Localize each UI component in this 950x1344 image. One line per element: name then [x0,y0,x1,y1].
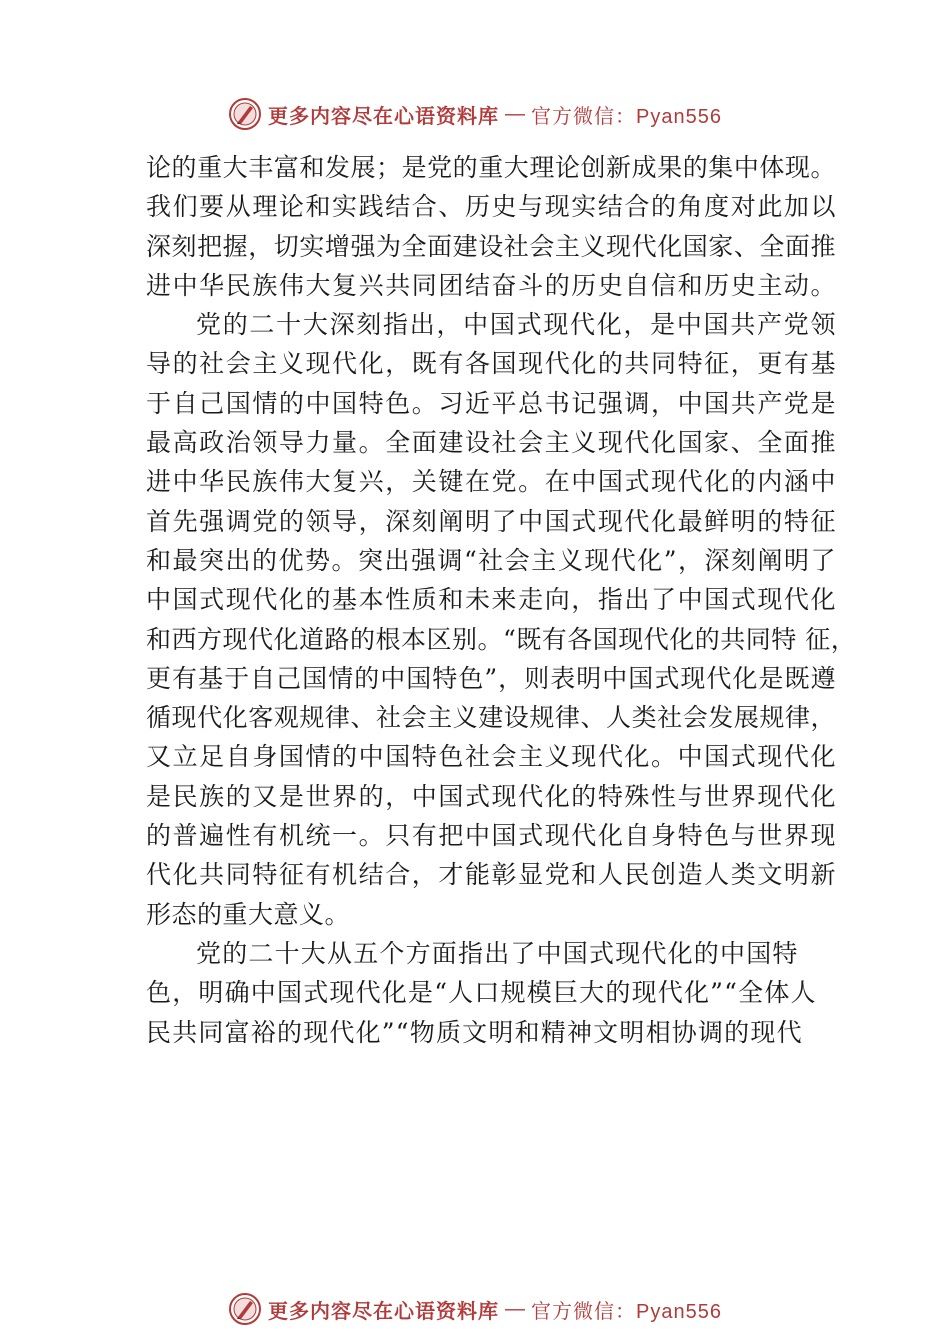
body-line: 我们要从理论和实践结合、历史与现实结合的角度对此加以 [146,192,836,222]
body-line: 色，明确中国式现代化是“人口规模巨大的现代化”“全体人 [146,978,817,1008]
body-line: 更有基于自己国情的中国特色”，则表明中国式现代化是既遵 [146,663,836,693]
body-line: 是民族的又是世界的，中国式现代化的特殊性与世界现代化 [146,781,836,811]
body-line: 又立足自身国情的中国特色社会主义现代化。中国式现代化 [146,742,836,772]
footer-brand-text: 更多内容尽在心语资料库 [268,1298,500,1323]
body-line: 民共同富裕的现代化”“物质文明和精神文明相协调的现代 [146,1017,803,1047]
paragraph-last-line: 形态的重大意义。 [146,899,351,929]
body-line: 进中华民族伟大复兴共同团结奋斗的历史自信和历史主动。 [146,270,836,300]
paragraph-first-line: 党的二十大深刻指出，中国式现代化，是中国共产党领 [196,310,836,340]
body-line: 代化共同特征有机结合，才能彰显党和人民创造人类文明新 [146,860,836,890]
body-line: 首先强调党的领导，深刻阐明了中国式现代化最鲜明的特征 [146,506,836,536]
paragraph-first-line: 党的二十大从五个方面指出了中国式现代化的中国特 [196,938,799,968]
header-wechat-text: 官方微信：Pyan556 [531,105,722,128]
footer-separator: — [505,1297,526,1320]
header-separator: — [505,102,526,125]
body-line: 论的重大丰富和发展；是党的重大理论创新成果的集中体现。 [146,153,836,182]
body-line: 导的社会主义现代化，既有各国现代化的共同特征，更有基 [146,349,836,379]
body-line: 和西方现代化道路的根本区别。“既有各国现代化的共同特 征， [146,624,857,654]
body-line: 深刻把握，切实增强为全面建设社会主义现代化国家、全面推 [146,231,836,261]
quill-pen-seal-icon [228,1292,262,1326]
body-line: 中国式现代化的基本性质和未来走向，指出了中国式现代化 [146,585,836,615]
footer-wechat-text: 官方微信：Pyan556 [531,1300,722,1323]
footer-watermark-banner [0,1289,950,1329]
document-body [146,148,857,1052]
header-watermark-banner [0,94,950,134]
body-line: 进中华民族伟大复兴，关键在党。在中国式现代化的内涵中 [146,467,836,497]
quill-pen-seal-icon [228,97,262,131]
body-line: 的普遍性有机统一。只有把中国式现代化自身特色与世界现 [146,821,836,851]
body-line: 和最突出的优势。突出强调“社会主义现代化”，深刻阐明了 [146,545,836,575]
body-line: 最高政治领导力量。全面建设社会主义现代化国家、全面推 [146,428,836,458]
body-line: 循现代化客观规律、社会主义建设规律、人类社会发展规律， [146,703,836,733]
body-line: 于自己国情的中国特色。习近平总书记强调，中国共产党是 [146,388,836,418]
header-brand-text: 更多内容尽在心语资料库 [268,103,500,128]
